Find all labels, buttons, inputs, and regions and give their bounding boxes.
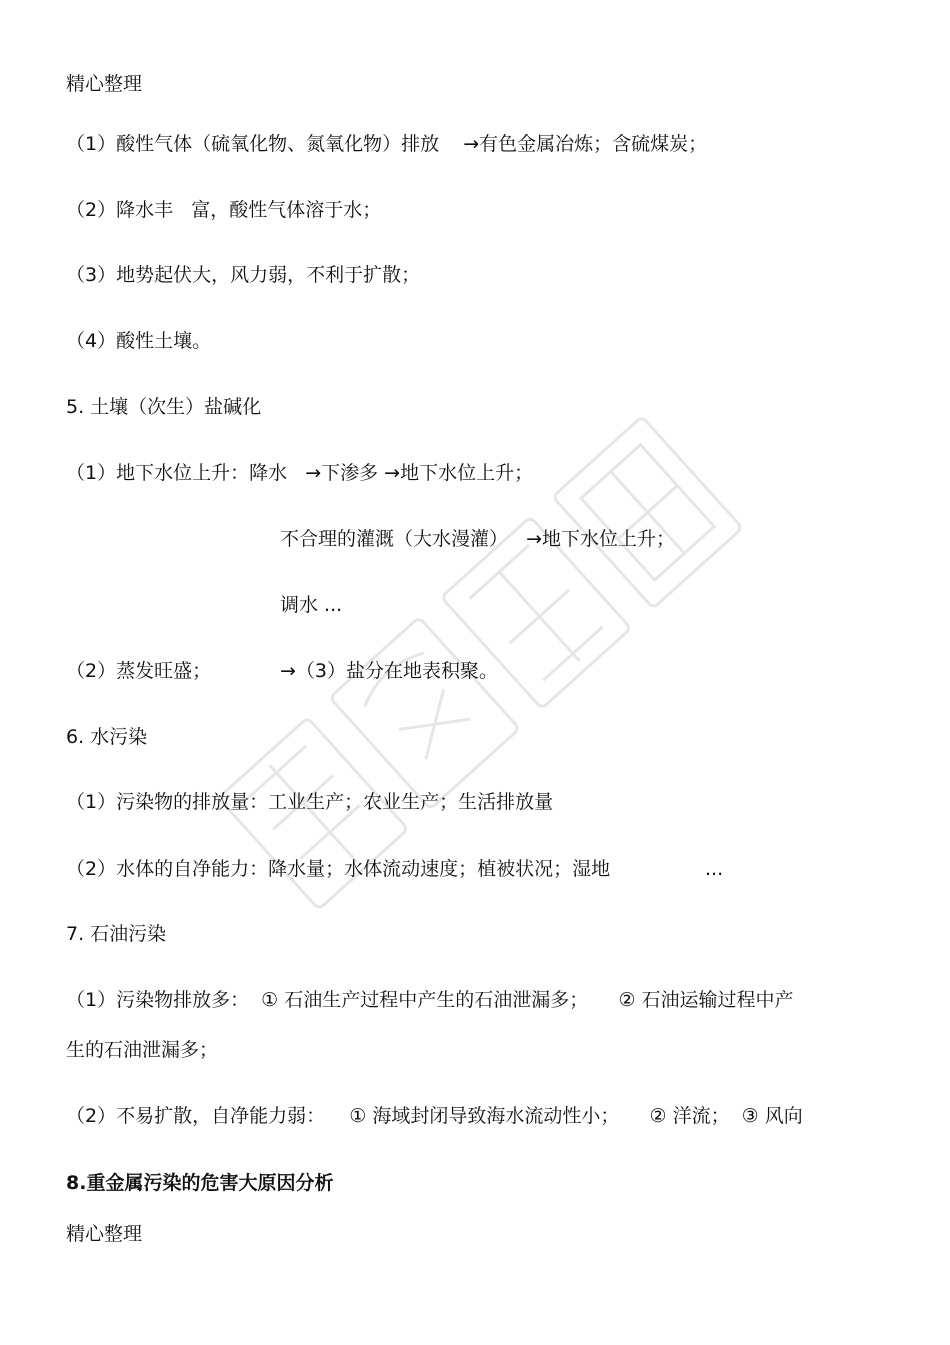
section-heading: 5. 土壤（次生）盐碱化 bbox=[66, 396, 262, 418]
list-item: （1）酸性气体（硫氧化物、氮氧化物）排放 →有色金属冶炼；含硫煤炭； bbox=[66, 133, 708, 155]
header-text: 精心整理 bbox=[66, 73, 143, 95]
list-item: （2）降水丰 富，酸性气体溶于水； bbox=[66, 199, 382, 221]
list-item: 不合理的灌溉（大水漫灌） →地下水位上升； bbox=[280, 528, 676, 550]
list-item: 调水 ... bbox=[280, 594, 343, 616]
list-item: （1）地下水位上升：降水 →下渗多 →地下水位上升； bbox=[66, 462, 534, 484]
list-item: （1）污染物的排放量：工业生产；农业生产；生活排放量 bbox=[66, 791, 554, 813]
list-item: （2）水体的自净能力：降水量；水体流动速度；植被状况；湿地 bbox=[66, 858, 611, 880]
footer-text: 精心整理 bbox=[66, 1223, 143, 1245]
list-item: →（3）盐分在地表积聚。 bbox=[280, 660, 499, 682]
list-item: （2）蒸发旺盛； bbox=[66, 660, 212, 682]
list-item-continuation: 生的石油泄漏多； bbox=[66, 1039, 219, 1061]
list-item-ellipsis: ... bbox=[705, 858, 724, 880]
section-heading: 6. 水污染 bbox=[66, 726, 148, 748]
list-item: （2）不易扩散，自净能力弱： ① 海域封闭导致海水流动性小； ② 洋流； ③ 风向 bbox=[66, 1105, 803, 1127]
section-heading: 8.重金属污染的危害大原因分析 bbox=[66, 1172, 334, 1194]
list-item: （3）地势起伏大，风力弱，不利于扩散； bbox=[66, 264, 421, 286]
section-heading: 7. 石油污染 bbox=[66, 923, 167, 945]
list-item: （4）酸性土壤。 bbox=[66, 330, 212, 352]
list-item: （1）污染物排放多： ① 石油生产过程中产生的石油泄漏多； ② 石油运输过程中产 bbox=[66, 989, 794, 1011]
